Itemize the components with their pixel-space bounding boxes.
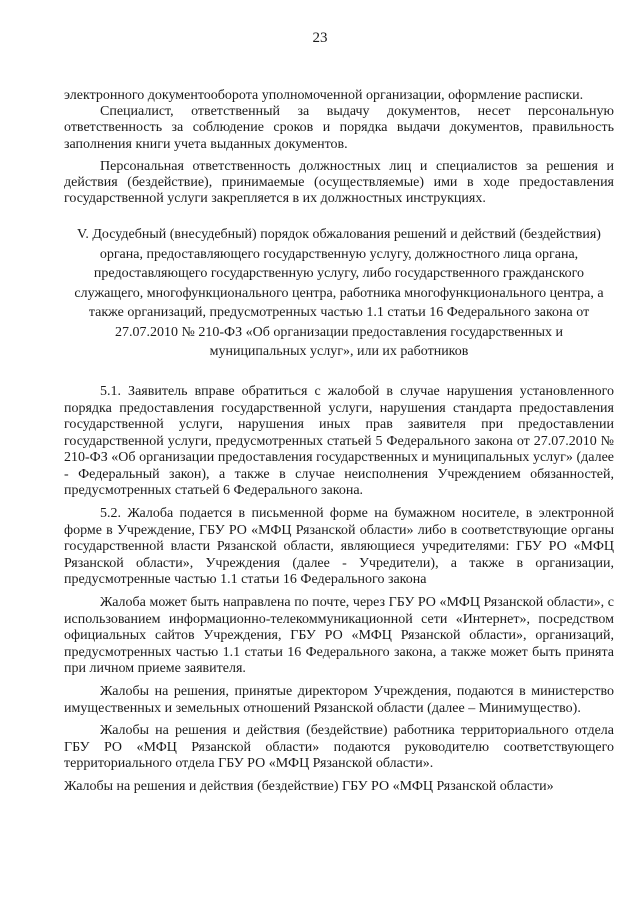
paragraph-responsibility-specialist: Специалист, ответственный за выдачу документов, несет персональную ответственность за соблюдение сроков и порядка выдачи документов, правильность заполнения книги учета выданных документов. (64, 104, 614, 152)
paragraph-continuation: электронного документооборота уполномоченной организации, оформление расписки. (64, 88, 584, 103)
page-number: 23 (312, 30, 328, 46)
paragraph-complaints-mfc-worker: Жалобы на решения и действия (бездействие) работника территориального отдела ГБУ РО «МФЦ Рязанской области» подаются руководителю соответствующего территориального отдела ГБУ РО «МФЦ Рязанской области». (64, 723, 614, 772)
paragraph-complaint-channels: Жалоба может быть направлена по почте, через ГБУ РО «МФЦ Рязанской области», с использованием информационно-телекоммуникационной сети «Интернет», посредством официальных сайтов Учреждения, ГБУ РО «МФЦ Рязанской области», организаций, предусмотренных частью 1.1 статьи 16 Федерального закона, а также может быть принята при личном приеме заявителя. (64, 595, 614, 677)
section-heading: V. Досудебный (внесудебный) порядок обжалования решений и действий (бездействия) органа, предоставляющего государственную услугу, должностного лица органа, предоставляющего государственную услугу, либо государственного гражданского служащего, многофункционального центра, работника многофункционального центра, а также организаций, предусмотренных частью 1.1 статьи 16 Федерального закона от 27.07.2010 № 210-ФЗ «Об организации предоставления государственных и муниципальных услуг», или их работников (74, 227, 604, 360)
paragraph-5-2: 5.2. Жалоба подается в письменной форме на бумажном носителе, в электронной форме в Учреждение, ГБУ РО «МФЦ Рязанской области» либо в соответствующие органы государственной власти Рязанской области, являющиеся учредителями: ГБУ РО «МФЦ Рязанской области», Учреждения (далее - Учредители), а также в организации, предусмотренные частью 1.1 статьи 16 Федерального закона (64, 506, 614, 588)
page-content (64, 88, 614, 796)
paragraph-complaints-mfc: Жалобы на решения и действия (бездействие) ГБУ РО «МФЦ Рязанской области» (64, 778, 554, 794)
paragraph-responsibility-officials: Персональная ответственность должностных лиц и специалистов за решения и действия (бездействие), принимаемые (осуществляемые) ими в ходе предоставления государственной услуги закрепляется в их должностных инструкциях. (64, 158, 614, 207)
paragraph-complaints-director: Жалобы на решения, принятые директором Учреждения, подаются в министерство имущественных и земельных отношений Рязанской области (далее – Минимущество). (64, 684, 614, 716)
paragraph-5-1: 5.1. Заявитель вправе обратиться с жалобой в случае нарушения установленного порядка предоставления государственной услуги, нарушения стандарта предоставления государственной услуги, нарушения иных прав заявителя при предоставлении государственной услуги, предусмотренных статьей 5 Федерального закона от 27.07.2010 № 210-ФЗ «Об организации предоставления государственных и муниципальных услуг» (далее - Федеральный закон), а также в случае неисполнения Учреждением обязанностей, предусмотренных статьей 6 Федерального закона. (64, 383, 614, 499)
